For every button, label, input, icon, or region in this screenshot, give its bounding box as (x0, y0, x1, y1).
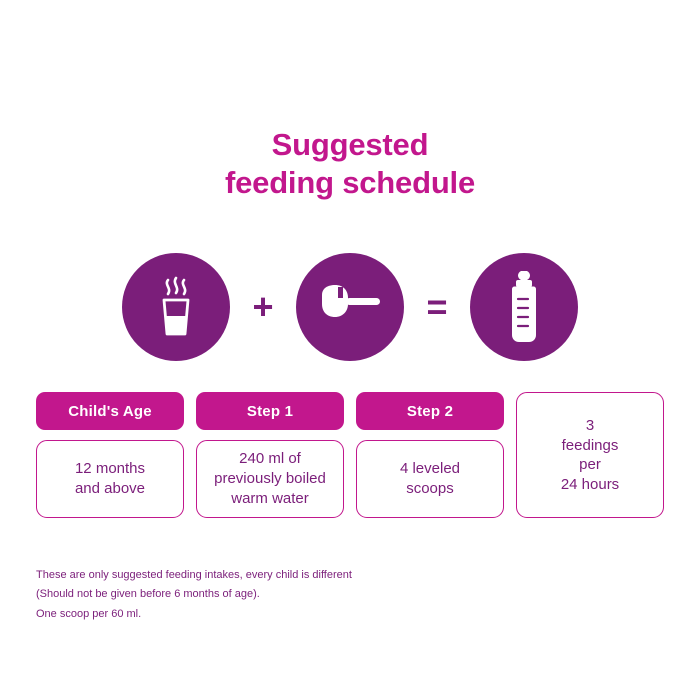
table-cell-step-2 (356, 440, 504, 518)
title-line-2: feeding schedule (224, 164, 476, 200)
table-cell-result (516, 392, 664, 518)
table-column-step-2 (356, 392, 504, 518)
column-header-child-age: Child's Age (36, 392, 184, 430)
footnote-line-2: (Should not be given before 6 months of age). (36, 588, 260, 601)
result-line-3: per (579, 456, 601, 473)
table-column-child-age (36, 392, 184, 518)
result-line-1: 3 (585, 417, 595, 434)
baby-bottle-icon (501, 269, 547, 345)
footnote-line-3: One scoop per 60 ml. (36, 607, 142, 620)
child-age-line-1: 12 months (74, 460, 146, 478)
step-1-line-3: warm water (231, 489, 309, 507)
table-cell-child-age (36, 440, 184, 518)
step-2-line-2: scoops (406, 480, 454, 497)
child-age-line-2: and above (74, 480, 146, 497)
icon-equation-row (0, 252, 700, 362)
baby-bottle-badge (470, 253, 578, 361)
plus-icon: + (252, 286, 274, 327)
footnotes (36, 566, 636, 624)
step-1-line-2: previously boiled (214, 470, 326, 488)
steaming-glass-icon (148, 276, 204, 338)
feeding-schedule-table (36, 392, 664, 518)
column-header-step-1: Step 1 (196, 392, 344, 430)
table-column-result (516, 392, 664, 518)
column-header-step-2: Step 2 (356, 392, 504, 430)
step-2-line-1: 4 leveled (399, 460, 461, 478)
footnote-line-1: These are only suggested feeding intakes, every child is different (36, 569, 352, 581)
page-title (0, 126, 700, 202)
table-column-step-1 (196, 392, 344, 518)
result-line-2: feedings (561, 436, 619, 454)
equals-icon: = (426, 286, 448, 327)
step-1-line-1: 240 ml of (239, 450, 301, 468)
measuring-scoop-icon (316, 281, 384, 333)
water-glass-badge (122, 253, 230, 361)
table-cell-step-1 (196, 440, 344, 518)
scoop-badge (296, 253, 404, 361)
result-line-4: 24 hours (560, 475, 620, 493)
title-line-1: Suggested (271, 127, 429, 162)
